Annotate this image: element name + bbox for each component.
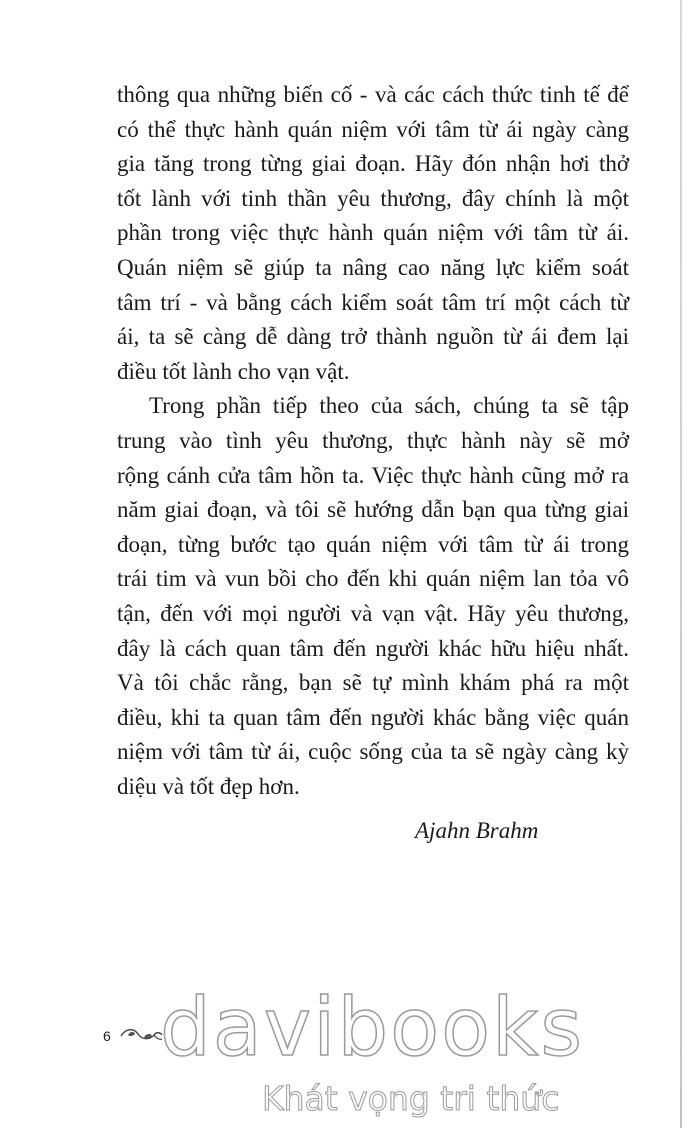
text-line: phần trong việc thực hành quán niệm với tâm từ ái. [117,220,629,246]
text-line: năm giai đoạn, và tôi sẽ hướng dẫn bạn qua từng giai [117,497,629,523]
text-line: niệm với tâm từ ái, cuộc sống của ta sẽ ngày càng kỳ [117,739,629,765]
text-line: diệu và tốt đẹp hơn. [117,773,300,799]
text-line: Trong phần tiếp theo của sách, chúng ta sẽ tập [149,393,629,419]
text-line: điều tốt lành cho vạn vật. [117,358,350,384]
leaf-ornament-icon [118,1022,164,1048]
watermark-brand: davibooks [160,981,585,1074]
watermark-tagline: Khát vọng tri thức [262,1079,560,1118]
author-signature: Ajahn Brahm [415,818,539,843]
page-edge [680,0,682,1128]
text-line: đây là cách quan tâm đến người khác hữu hiệu nhất. [117,635,629,661]
text-line: ái, ta sẽ càng dễ dàng trở thành nguồn từ ái đem lại [117,324,629,350]
text-line: đoạn, từng bước tạo quán niệm với tâm từ ái trong [117,531,629,557]
text-line: có thể thực hành quán niệm với tâm từ ái ngày càng [117,116,629,142]
body-text [117,78,629,804]
text-line: rộng cánh cửa tâm hồn ta. Việc thực hành cũng mở ra [117,462,629,488]
text-line: Quán niệm sẽ giúp ta nâng cao năng lực kiểm soát [117,254,629,280]
text-line: trung vào tình yêu thương, thực hành này sẽ mở [117,427,629,453]
text-line: Và tôi chắc rằng, bạn sẽ tự mình khám phá ra một [117,670,629,696]
text-line: điều, khi ta quan tâm đến người khác bằng việc quán [117,704,629,730]
text-line: tốt lành với tinh thần yêu thương, đây chính là một [117,185,629,211]
text-line: thông qua những biến cố - và các cách thức tinh tế để [117,82,629,107]
text-line: gia tăng trong từng giai đoạn. Hãy đón nhận hơi thở [117,151,629,177]
text-line: trái tim và vun bồi cho đến khi quán niệm lan tỏa vô [117,566,629,592]
page-number: 6 [103,1028,111,1044]
text-line: tâm trí - và bằng cách kiểm soát tâm trí một cách từ [117,289,629,315]
text-line: tận, đến với mọi người và vạn vật. Hãy yêu thương, [117,600,629,626]
